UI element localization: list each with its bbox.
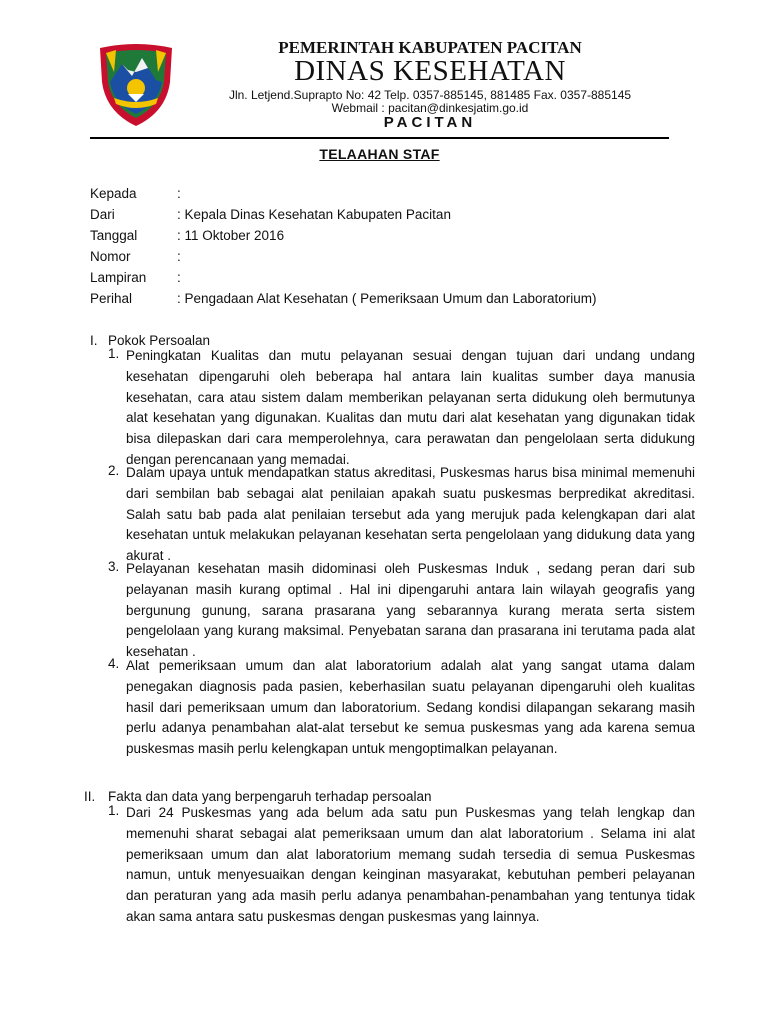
memo-field-label: Perihal <box>90 291 133 306</box>
memo-field-label: Dari <box>90 207 115 222</box>
office-city: PACITAN <box>383 114 477 131</box>
office-address: Jln. Letjend.Suprapto No: 42 Telp. 0357-885145, 881485 Fax. 0357-885145 <box>228 88 632 102</box>
list-item-text: Pelayanan kesehatan masih didominasi oleh Puskesmas Induk , sedang peran dari sub pelayanan masih kurang optimal . Hal ini dipengaruhi antara lain wilayah geografis yang bergunung gunung, sarana prasarana yang sebarannya kurang merata serta sistem pengelolaan yang kurang maksimal. Penyebatan sarana dan prasarana ini terutama pada alat kesehatan . <box>126 561 695 660</box>
section-number: II. <box>84 789 96 804</box>
list-item-number: 1. <box>108 346 120 361</box>
section-heading: Pokok Persoalan <box>108 333 211 348</box>
memo-field-value: : Pengadaan Alat Kesehatan ( Pemeriksaan Umum dan Laboratorium) <box>177 291 597 306</box>
list-item-number: 4. <box>108 656 120 671</box>
government-name: PEMERINTAH KABUPATEN PACITAN <box>278 38 582 57</box>
memo-field-value: : Kepala Dinas Kesehatan Kabupaten Pacitan <box>177 207 451 222</box>
list-item-text: Dalam upaya untuk mendapatkan status akreditasi, Puskesmas harus bisa minimal memenuhi dari sembilan bab sebagai alat penilaian apakah suatu puskesmas berpredikat akreditasi. Salah satu bab pada alat penilaian tersebut ada yang merujuk pada kelengkapan dari alat kesehatan untuk melakukan pelayanan kesehatan serta pengelolaan yang didukung data yang akurat . <box>126 465 695 564</box>
memo-field-value: : <box>177 186 181 201</box>
letterhead-divider <box>90 137 669 139</box>
memo-field-label: Tanggal <box>90 228 138 243</box>
list-item-number: 2. <box>108 463 120 478</box>
memo-field-value: : <box>177 270 181 285</box>
memo-field-label: Kepada <box>90 186 137 201</box>
document-title: TELAAHAN STAF <box>319 146 440 162</box>
section-number: I. <box>90 333 98 348</box>
section-heading: Fakta dan data yang berpengaruh terhadap persoalan <box>108 789 432 804</box>
memo-field-value: : <box>177 249 181 264</box>
office-webmail: Webmail : pacitan@dinkesjatim.go.id <box>331 101 529 115</box>
list-item-text: Dari 24 Puskesmas yang ada belum ada satu pun Puskesmas yang telah lengkap dan memenuhi sharat sebagai alat pemeriksaan umum dan alat laboratorium . Selama ini alat pemeriksaan umum dan alat laboratorium memang sudah tersedia di semua Puskesmas namun, untuk menyesuaikan dengan keinginan masyarakat, kebutuhan pemberi pelayanan dan peraturan yang ada masih perlu adanya penambahan-penambahan yang tentunya tidak akan sama antara satu puskesmas dengan puskesmas yang lainnya. <box>126 805 695 924</box>
memo-field-value: : 11 Oktober 2016 <box>177 228 285 243</box>
list-item-text: Peningkatan Kualitas dan mutu pelayanan sesuai dengan tujuan dari undang undang kesehatan dipengaruhi oleh beberapa hal antara lain kualitas sumber daya manusia kesehatan, cara atau sistem dalam memberikan pelayanan serta didukung oleh bermutunya alat kesehatan yang digunakan. Kualitas dan mutu dari alat kesehatan yang digunakan tidak bisa dilepaskan dari cara memperolehnya, cara perawatan dan pengelolaan serta didukung dengan perencanaan yang memadai. <box>126 348 695 467</box>
memo-field-label: Lampiran <box>90 270 147 285</box>
memo-field-label: Nomor <box>90 249 131 264</box>
list-item-text: Alat pemeriksaan umum dan alat laboratorium adalah alat yang sangat utama dalam penegakan diagnosis pada pasien, keberhasilan suatu pelayanan dipengaruhi oleh kualitas hasil dari pemeriksaan umum dan laboratorium. Sedang kondisi dilapangan sekarang masih perlu adanya penambahan alat-alat tersebut ke semua puskesmas yang ada karena semua puskesmas masih perlu kelengkapan untuk mengoptimalkan pelayanan. <box>126 658 695 757</box>
list-item-number: 1. <box>108 803 120 818</box>
regency-coat-of-arms-logo <box>96 42 176 128</box>
list-item-number: 3. <box>108 559 120 574</box>
department-name: DINAS KESEHATAN <box>294 55 566 87</box>
